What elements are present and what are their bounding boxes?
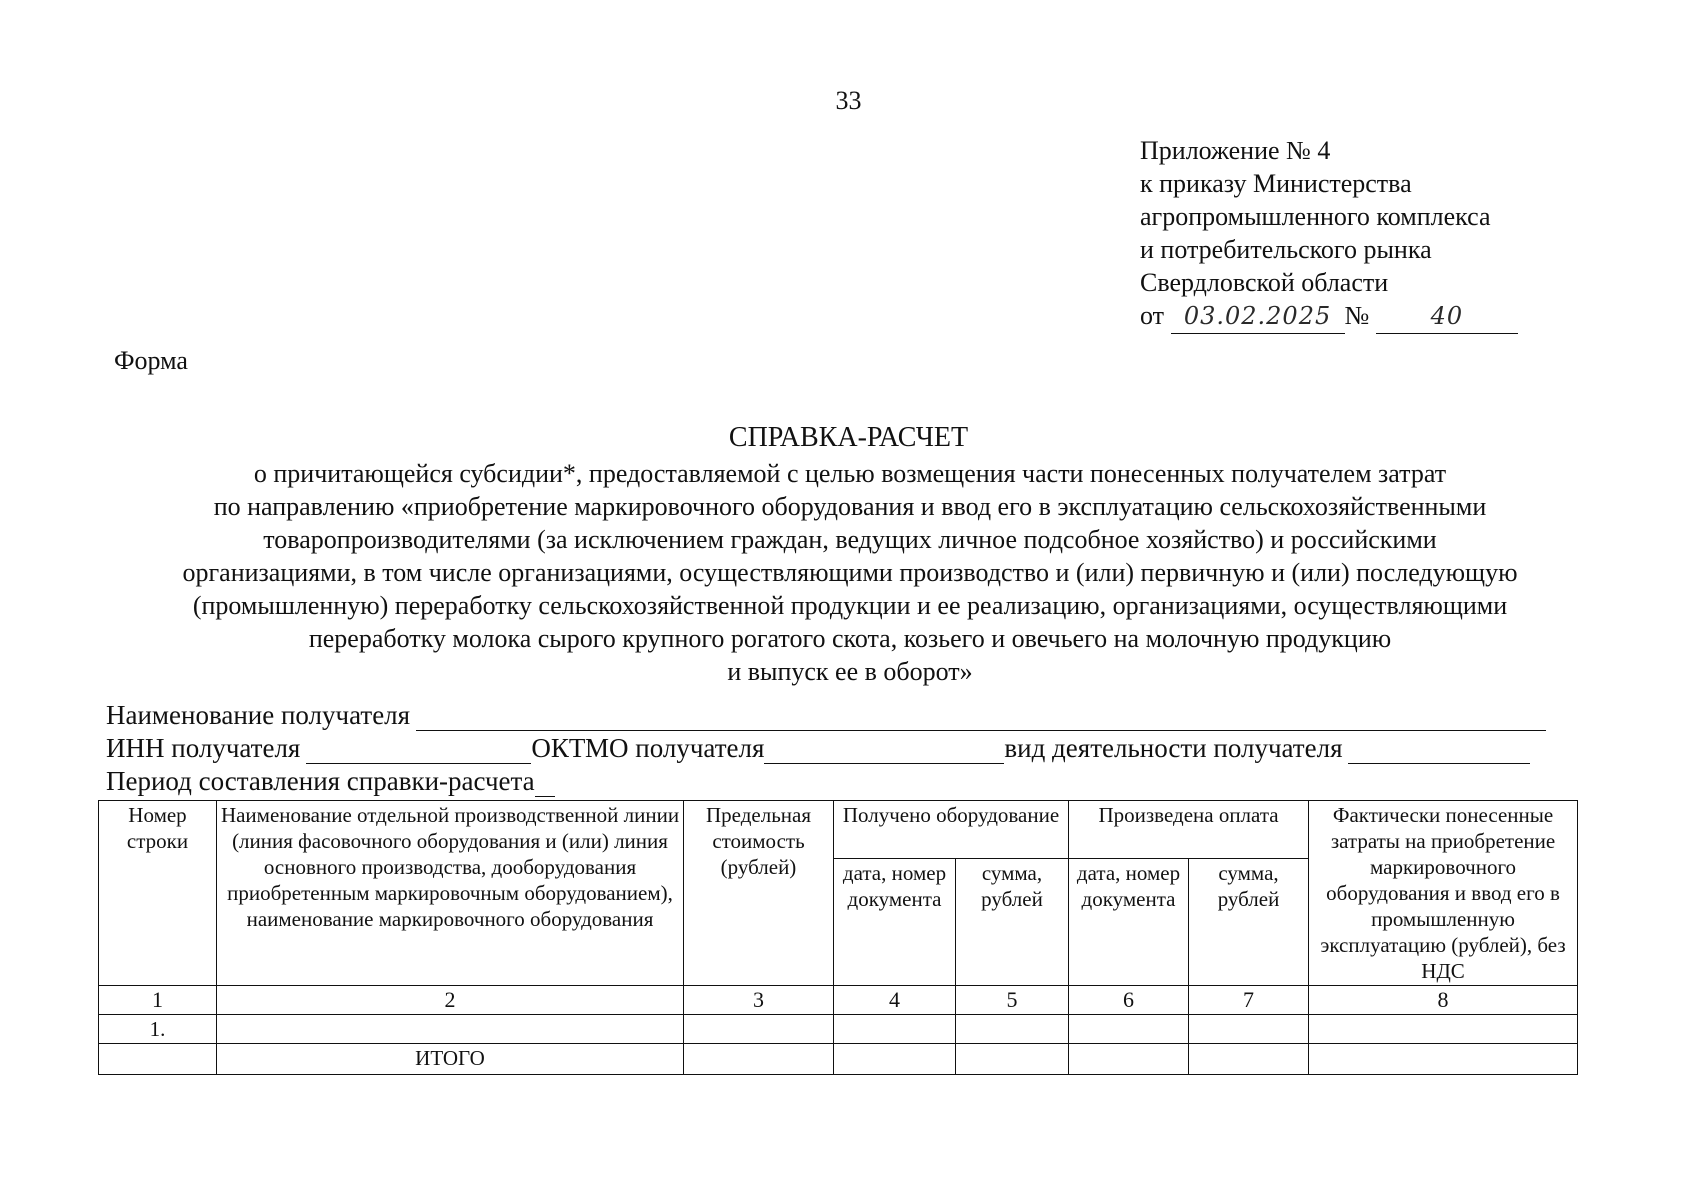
inn-oktmo-row [106, 733, 1530, 764]
row-number-cell: 1. [99, 1015, 217, 1044]
annex-line: и потребительского рынка [1140, 235, 1432, 264]
description-line: и выпуск ее в оборот» [727, 657, 973, 686]
activity-label: вид деятельности получателя [1004, 733, 1343, 763]
form-label: Форма [114, 346, 188, 375]
total-label: ИТОГО [217, 1044, 684, 1075]
order-number: 40 [1376, 300, 1518, 334]
annex-line: к приказу Министерства [1140, 169, 1412, 198]
period-row [106, 766, 555, 797]
annex-block [1140, 134, 1518, 334]
table-cell [99, 1044, 217, 1075]
header-received-doc: дата, номер документа [834, 859, 956, 986]
column-number-row [99, 986, 1578, 1015]
document-title: СПРАВКА-РАСЧЕТ [728, 422, 969, 453]
table-cell[interactable] [834, 1015, 956, 1044]
column-number: 2 [217, 986, 684, 1015]
order-line [1140, 299, 1518, 334]
header-max-cost: Предельная стоимость (рублей) [684, 801, 834, 986]
total-row [99, 1044, 1578, 1075]
column-number: 7 [1189, 986, 1309, 1015]
table-header-row [99, 801, 1578, 859]
order-number-label: № [1344, 301, 1370, 330]
activity-field[interactable] [1348, 741, 1530, 764]
header-received: Получено оборудование [834, 801, 1069, 859]
recipient-name-label: Наименование получателя [106, 700, 411, 730]
table-cell[interactable] [956, 1044, 1069, 1075]
annex-line: агропромышленного комплекса [1140, 202, 1491, 231]
table-cell[interactable] [217, 1015, 684, 1044]
description-line: (промышленную) переработку сельскохозяйственной продукции и ее реализацию, организациями, осуществляющими [192, 591, 1508, 620]
order-date: 03.02.2025 [1171, 300, 1345, 334]
recipient-name-row [106, 700, 1546, 731]
description-line: по направлению «приобретение маркировочного оборудования и ввод его в эксплуатацию сельскохозяйственными [213, 492, 1487, 521]
column-number: 5 [956, 986, 1069, 1015]
table-cell[interactable] [834, 1044, 956, 1075]
description-line: переработку молока сырого крупного рогатого скота, козьего и овечьего на молочную продукцию [308, 624, 1392, 653]
description-line: организациями, в том числе организациями, осуществляющими производство и (или) первичную и (или) последующую [182, 558, 1518, 587]
header-paid: Произведена оплата [1069, 801, 1309, 859]
column-number: 6 [1069, 986, 1189, 1015]
order-prefix: от [1140, 301, 1165, 330]
inn-label: ИНН получателя [106, 733, 301, 763]
recipient-name-field[interactable] [416, 708, 1546, 731]
table-cell[interactable] [1309, 1015, 1578, 1044]
table-cell[interactable] [1189, 1044, 1309, 1075]
column-number: 3 [684, 986, 834, 1015]
period-label: Период составления справки-расчета [106, 766, 535, 796]
annex-line: Свердловской области [1140, 268, 1389, 297]
header-paid-doc: дата, номер документа [1069, 859, 1189, 986]
calculation-table [98, 800, 1578, 1075]
header-row-number: Номер строки [99, 801, 217, 986]
oktmo-field[interactable] [764, 741, 1004, 764]
oktmo-label: ОКТМО получателя [531, 733, 765, 763]
column-number: 8 [1309, 986, 1578, 1015]
table-cell[interactable] [956, 1015, 1069, 1044]
table-cell[interactable] [1069, 1044, 1189, 1075]
page-number: 33 [835, 86, 862, 115]
table-cell[interactable] [684, 1015, 834, 1044]
description-line: о причитающейся субсидии*, предоставляемой с целью возмещения части понесенных получателем затрат [253, 459, 1447, 488]
header-received-sum: сумма, рублей [956, 859, 1069, 986]
description-line: товаропроизводителями (за исключением граждан, ведущих личное подсобное хозяйство) и российскими [263, 525, 1437, 554]
document-description [100, 457, 1600, 688]
header-actual-costs: Фактически понесенные затраты на приобретение маркировочного оборудования и ввод его в промышленную эксплуатацию (рублей), без НДС [1309, 801, 1578, 986]
table-row [99, 1015, 1578, 1044]
table-cell[interactable] [1189, 1015, 1309, 1044]
table-cell[interactable] [684, 1044, 834, 1075]
table-cell[interactable] [1309, 1044, 1578, 1075]
inn-field[interactable] [306, 741, 531, 764]
header-paid-sum: сумма, рублей [1189, 859, 1309, 986]
table-cell[interactable] [1069, 1015, 1189, 1044]
column-number: 1 [99, 986, 217, 1015]
period-field[interactable] [535, 774, 555, 797]
header-line-name: Наименование отдельной производственной линии (линия фасовочного оборудования и (или) линия основного производства, дооборудования приобретенным маркировочным оборудованием), наименование маркировочного оборудования [217, 801, 684, 986]
column-number: 4 [834, 986, 956, 1015]
annex-line: Приложение № 4 [1140, 136, 1331, 165]
